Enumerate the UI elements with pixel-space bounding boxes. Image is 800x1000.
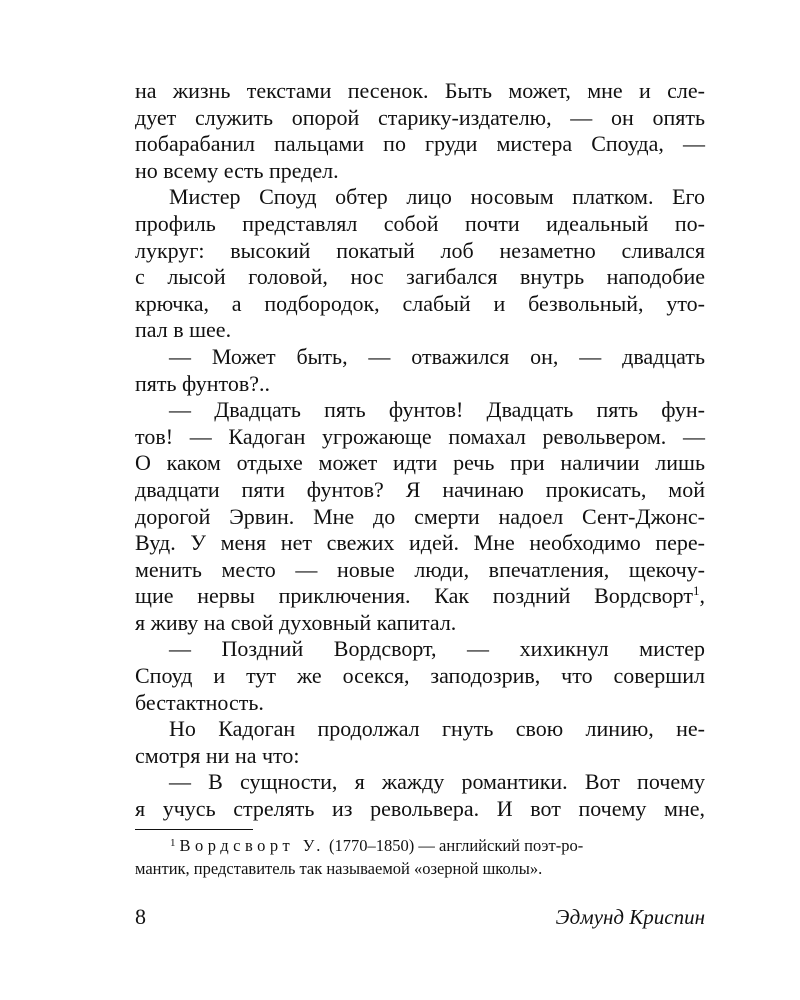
text-line: на жизнь текстами песенок. Быть может, мне и сле- [135, 78, 705, 103]
footnote-divider [135, 829, 253, 830]
text-line-with-footnote-ref [135, 583, 705, 610]
text-line-content: щие нервы приключения. Как поздний Вордсворт [135, 583, 693, 609]
text-line: но всему есть предел. [135, 157, 339, 183]
text-line: — Двадцать пять фунтов! Двадцать пять фун- [169, 397, 705, 423]
text-line: смотря ни на что: [135, 742, 300, 768]
text-line: — Поздний Вордсворт, — хихикнул мистер [169, 636, 705, 662]
text-line: побарабанил пальцами по груди мистера Споуда, — [135, 131, 705, 157]
footnote [135, 834, 705, 880]
text-line: пал в шее. [135, 317, 232, 343]
text-line: — Может быть, — отважился он, — двадцать [169, 343, 705, 369]
footnote-reference: 1 [693, 583, 700, 599]
footnote-text: (1770–1850) — английский поэт-ро- [324, 836, 584, 855]
text-line: я учусь стрелять из револьвера. И вот почему мне, [135, 796, 705, 822]
text-line: крючка, а подбородок, слабый и безвольный, уто- [135, 290, 705, 316]
text-line: с лысой головой, нос загибался внутрь наподобие [135, 264, 705, 290]
text-line: — В сущности, я жажду романтики. Вот почему [169, 769, 705, 795]
text-line: пять фунтов?.. [135, 370, 270, 396]
text-line: профиль представлял собой почти идеальный по- [135, 210, 705, 236]
footnote-ref-trail: , [699, 583, 705, 609]
text-line: Мистер Споуд обтер лицо носовым платком. Его [169, 184, 705, 210]
text-line: я живу на свой духовный капитал. [135, 609, 457, 635]
text-line: Вуд. У меня нет свежих идей. Мне необходимо пере- [135, 530, 705, 556]
text-line: менить место — новые люди, впечатления, щекочу- [135, 556, 705, 582]
text-line: Но Кадоган продолжал гнуть свою линию, не- [169, 716, 705, 742]
text-line: бестактность. [135, 689, 264, 715]
text-line: О каком отдыхе может идти речь при наличии лишь [135, 450, 705, 476]
text-line: лукруг: высокий покатый лоб незаметно сливался [135, 237, 705, 263]
footnote-marker: 1 [170, 837, 176, 849]
text-line: двадцати пяти фунтов? Я начинаю прокисать, мой [135, 476, 705, 502]
footnote-line: мантик, представитель так называемой «озерной школы». [135, 859, 543, 878]
body-text [135, 78, 705, 823]
text-line: тов! — Кадоган угрожающе помахал револьвером. — [135, 423, 705, 449]
page-number: 8 [135, 904, 146, 929]
footnote-line [135, 834, 705, 857]
footnote-term: Вордсворт У. [179, 836, 325, 855]
text-line: дорогой Эрвин. Мне до смерти надоел Сент-Джонс- [135, 503, 705, 529]
running-footer-author: Эдмунд Криспин [555, 905, 705, 929]
text-line: Споуд и тут же осекся, заподозрив, что совершил [135, 663, 705, 689]
text-line: дует служить опорой старику-издателю, — он опять [135, 104, 705, 130]
